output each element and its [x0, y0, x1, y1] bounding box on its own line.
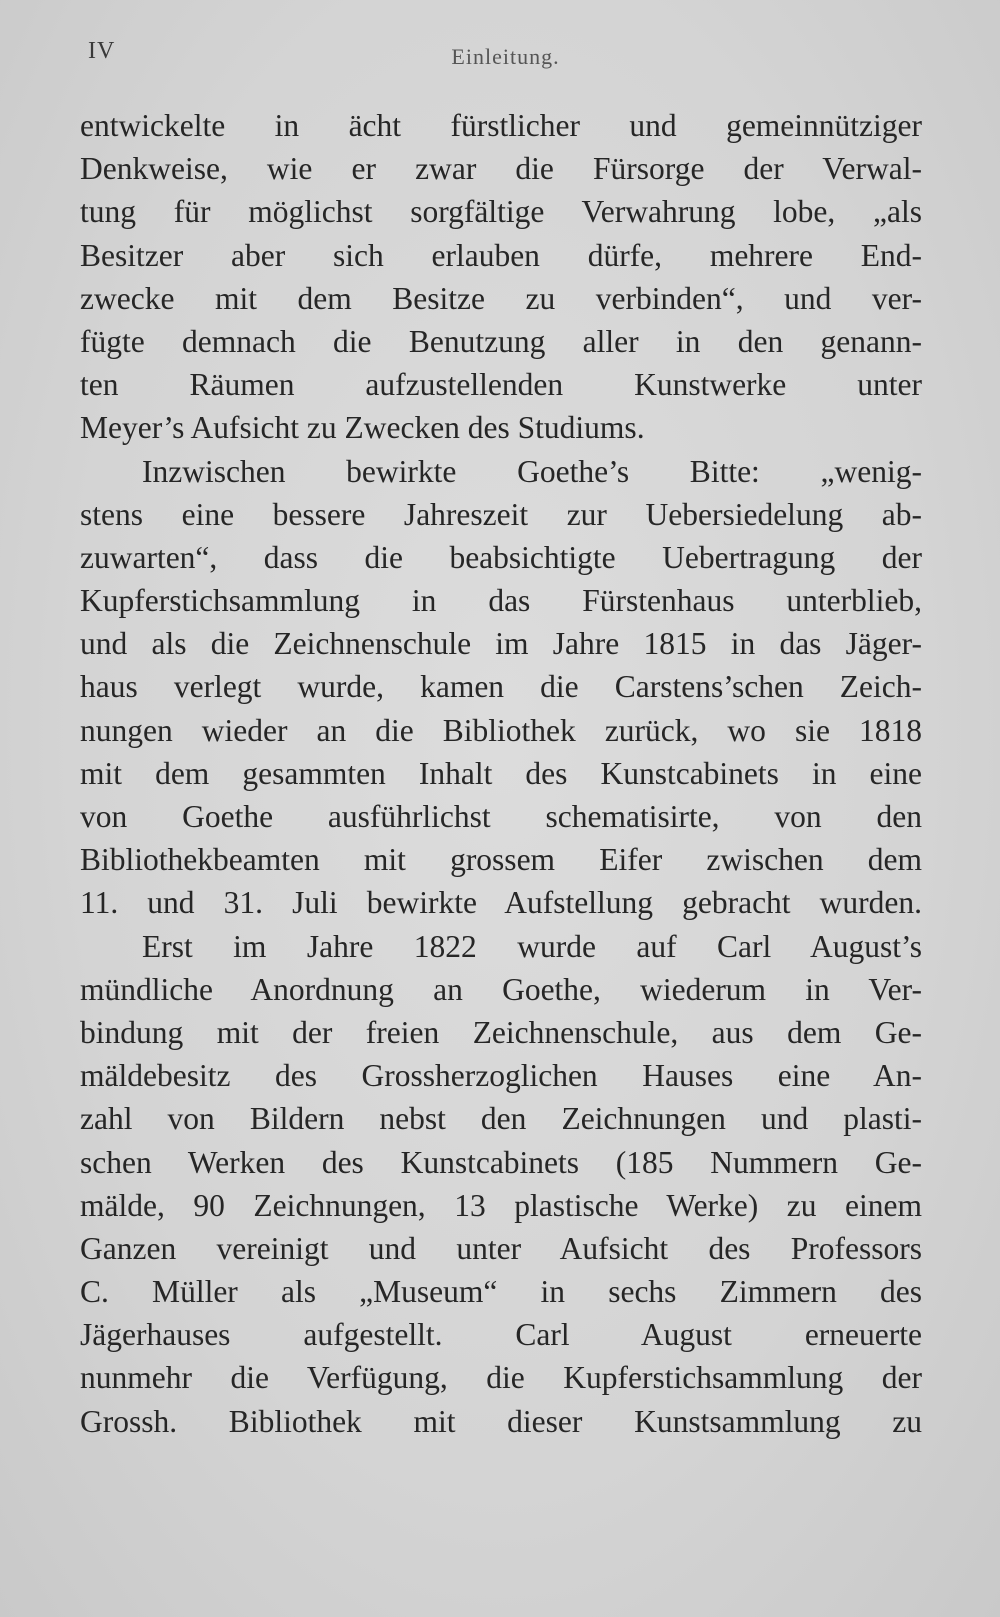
text-line: stens eine bessere Jahreszeit zur Uebersiedelung ab- — [80, 496, 922, 532]
text-line: von Goethe ausführlichst schematisirte, von den — [80, 799, 922, 834]
text-line: 11. und 31. Juli bewirkte Aufstellung gebracht wurden. — [80, 885, 922, 921]
text-line: Ganzen vereinigt und unter Aufsicht des Professors — [80, 1230, 922, 1266]
text-line: Grossh. Bibliothek mit dieser Kunstsammlung zu — [80, 1403, 922, 1439]
text-line: zwecke mit dem Besitze zu verbinden“, und ver- — [80, 280, 922, 316]
text-line: Jägerhauses aufgestellt. Carl August erneuerte — [80, 1317, 922, 1353]
text-line: Meyer’s Aufsicht zu Zwecken des Studiums. — [80, 410, 645, 446]
text-line: und als die Zeichnenschule im Jahre 1815 in das Jäger- — [80, 626, 922, 662]
text-line: Bibliothekbeamten mit grossem Eifer zwischen dem — [80, 842, 922, 878]
text-line: Denkweise, wie er zwar die Fürsorge der Verwal- — [80, 151, 922, 187]
text-line: haus verlegt wurde, kamen die Carstens’schen Zeich- — [80, 669, 922, 705]
text-line: Besitzer aber sich erlauben dürfe, mehrere End- — [80, 237, 922, 273]
text-line: nunmehr die Verfügung, die Kupferstichsammlung der — [80, 1360, 922, 1396]
text-line: mäldebesitz des Grossherzoglichen Hauses eine An- — [80, 1058, 922, 1094]
text-line: schen Werken des Kunstcabinets (185 Nummern Ge- — [80, 1144, 922, 1180]
text-line: C. Müller als „Museum“ in sechs Zimmern des — [80, 1274, 922, 1310]
running-head: Einleitung. — [451, 44, 560, 69]
text-line: zahl von Bildern nebst den Zeichnungen und plasti- — [80, 1101, 922, 1137]
text-line: fügte demnach die Benutzung aller in den genann- — [80, 323, 922, 359]
text-line: bindung mit der freien Zeichnenschule, aus dem Ge- — [80, 1014, 922, 1050]
text-line: nungen wieder an die Bibliothek zurück, wo sie 1818 — [80, 712, 922, 748]
text-line: Kupferstichsammlung in das Fürstenhaus unterblieb, — [80, 583, 922, 619]
text-line: ten Räumen aufzustellenden Kunstwerke unter — [80, 367, 922, 403]
paragraph-start-line: Inzwischen bewirkte Goethe’s Bitte: „wenig- — [142, 453, 922, 489]
text-line: mälde, 90 Zeichnungen, 13 plastische Werke) zu einem — [80, 1187, 922, 1223]
paragraph-start-line: Erst im Jahre 1822 wurde auf Carl August’s — [142, 928, 922, 964]
text-line: tung für möglichst sorgfältige Verwahrung lobe, „als — [80, 194, 922, 230]
page-header — [88, 38, 923, 78]
text-line: zuwarten“, dass die beabsichtigte Uebertragung der — [80, 539, 922, 575]
page-number: IV — [88, 38, 116, 64]
text-line: mündliche Anordnung an Goethe, wiederum in Ver- — [80, 971, 922, 1007]
text-line: mit dem gesammten Inhalt des Kunstcabinets in eine — [80, 755, 922, 791]
text-line: entwickelte in ächt fürstlicher und gemeinnütziger — [80, 108, 922, 143]
body-text — [80, 104, 922, 1443]
